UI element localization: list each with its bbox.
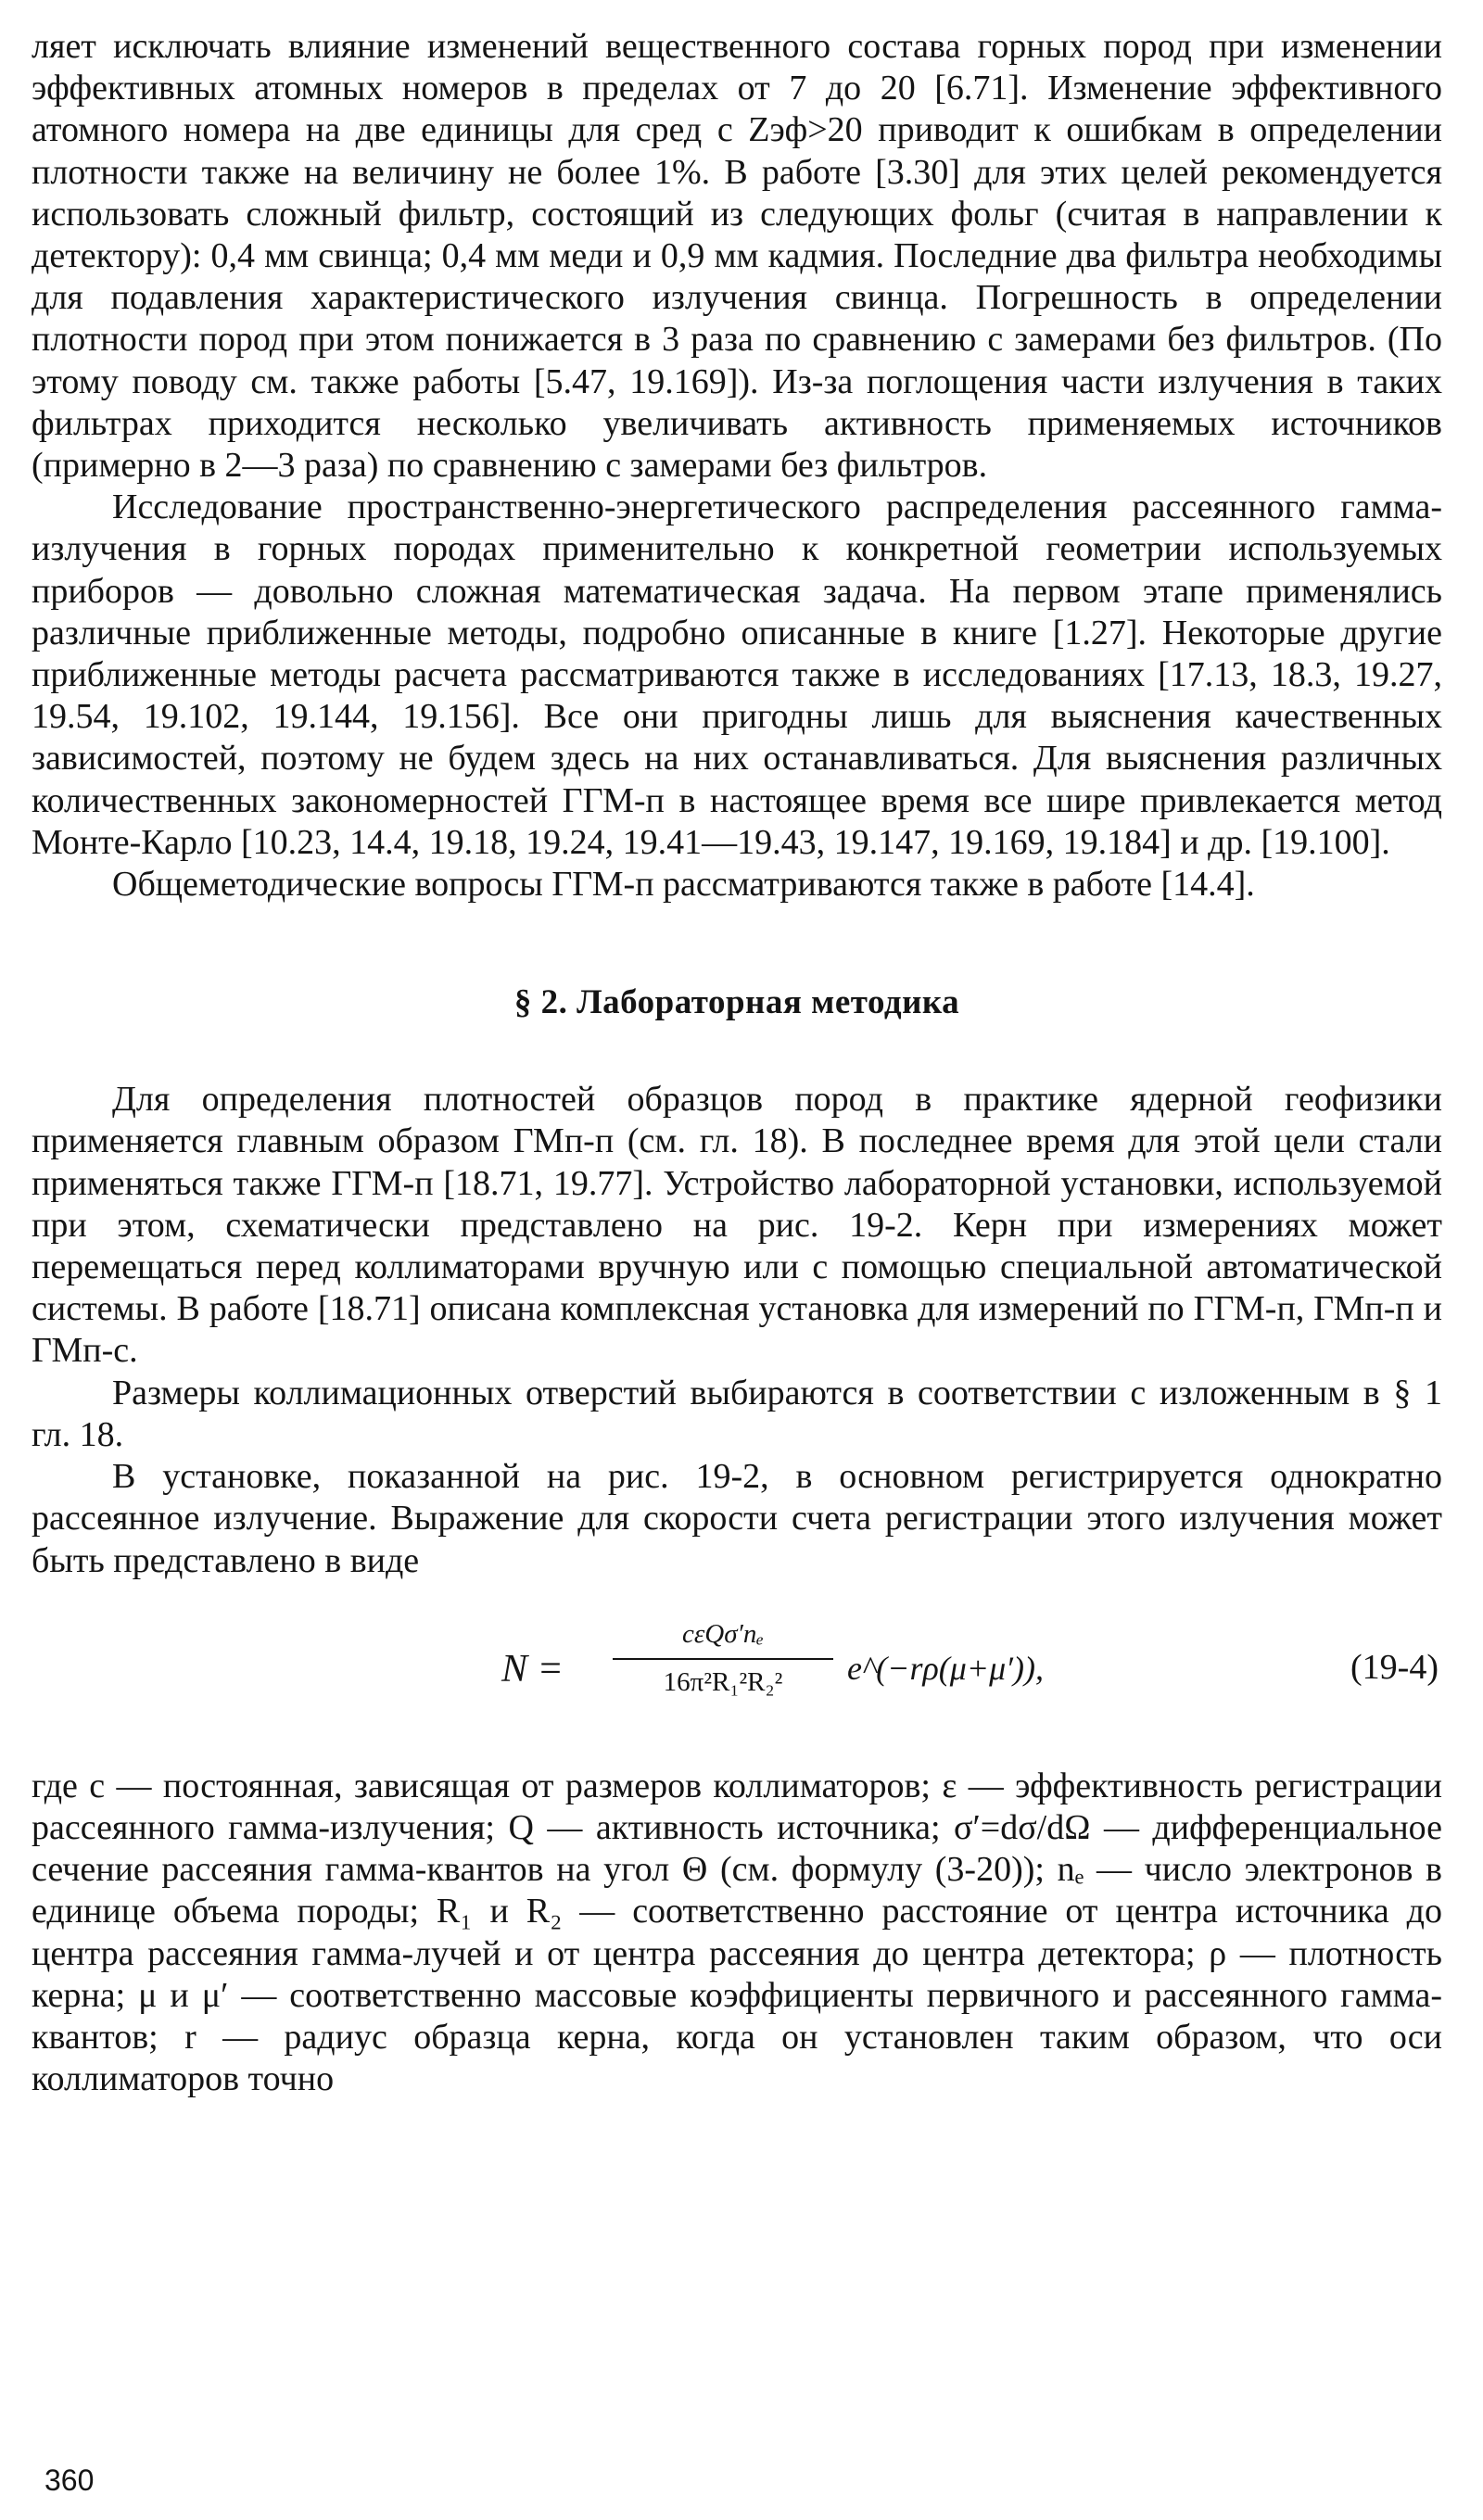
equation-number: (19-4) <box>1350 1647 1439 1687</box>
paragraph-lab-method: Для определения плотностей образцов пород в практике ядерной геофизики применяется главным образом ГМп-п (см. гл. 18). В последнее время для этой цели стали применяться также ГГМ-п [18.71, 19.77]. Устройство лабораторной установки, используемой при этом, схематически представлено на рис. 19-2. Керн при измерениях может перемещаться перед коллиматорами вручную или с помощью специальной автоматической системы. В работе [18.71] описана комплексная установка для измерений по ГГМ-п, ГМп-п и ГМп-с. <box>32 1080 1442 1371</box>
formula-numerator: cεQσ′nₑ <box>682 1618 764 1649</box>
fraction-bar <box>613 1658 833 1660</box>
page-content <box>32 0 1442 2100</box>
paragraph-general-questions: Общеметодические вопросы ГГМ-п рассматриваются также в работе [14.4]. <box>112 865 1255 905</box>
paragraph-filters: ляет исключать влияние изменений вещественного состава горных пород при изменении эффективных атомных номеров в пределах от 7 до 20 [6.71]. Изменение эффективного атомного номера на две единицы для сред с Zэф>20 приводит к ошибкам в определении плотности также на величину не более 1%. В работе [3.30] для этих целей рекомендуется использовать сложный фильтр, состоящий из следующих фольг (считая в направлении к детектору): 0,4 мм свинца; 0,4 мм меди и 0,9 мм кадмия. Последние два фильтра необходимы для подавления характеристического излучения свинца. Погрешность в определении плотности пород при этом понижается в 3 раза по сравнению с замерами без фильтров. (По этому поводу см. также работы [5.47, 19.169]). Из-за поглощения части излучения в таких фильтрах приходится несколько увеличивать активность применяемых источников (примерно в 2—3 раза) по сравнению с замерами без фильтров. <box>32 27 1442 486</box>
formula-denominator: 16π²R₁²R₂² <box>663 1666 783 1697</box>
paragraph-collimator-sizes: Размеры коллимационных отверстий выбираются в соответствии с изложенным в § 1 гл. 18. <box>32 1373 1442 1454</box>
formula-fraction <box>609 1615 837 1701</box>
formula-19-4 <box>32 1614 1442 1725</box>
section-heading: § 2. Лабораторная методика <box>513 983 960 1022</box>
paragraph-count-rate: В установке, показанной на рис. 19-2, в основном регистрируется однократно рассеянное излучение. Выражение для скорости счета регистрации этого излучения может быть представлено в виде <box>32 1457 1442 1580</box>
paragraph-variable-definitions: где c — постоянная, зависящая от размеров коллиматоров; ε — эффективность регистрации рассеянного гамма-излучения; Q — активность источника; σ′=dσ/dΩ — дифференциальное сечение рассеяния гамма-квантов на угол Θ (см. формулу (3-20)); nₑ — число электронов в единице объема породы; R₁ и R₂ — соответственно расстояние от центра источника до центра рассеяния гамма-лучей и от центра рассеяния до центра детектора; ρ — плотность керна; μ и μ′ — соответственно массовые коэффициенты первичного и рассеянного гамма-квантов; r — радиус образца керна, когда он установлен таким образом, что оси коллиматоров точно <box>32 1766 1442 2099</box>
formula-exponential: e^(−rρ(μ+μ′)), <box>847 1649 1045 1687</box>
formula-lhs: N = <box>501 1647 564 1691</box>
page-number: 360 <box>44 2463 95 2497</box>
paragraph-scattering-research: Исследование пространственно-энергетического распределения рассеянного гамма-излучения в горных породах применительно к конкретной геометрии используемых приборов — довольно сложная математическая задача. На первом этапе применялись различные приближенные методы, подробно описанные в книге [1.27]. Некоторые другие приближенные методы расчета рассматриваются также в исследованиях [17.13, 18.3, 19.27, 19.54, 19.102, 19.144, 19.156]. Все они пригодны лишь для выяснения качественных зависимостей, поэтому не будем здесь на них останавливаться. Для выяснения различных количественных закономерностей ГГМ-п в настоящее время все шире привлекается метод Монте-Карло [10.23, 14.4, 19.18, 19.24, 19.41—19.43, 19.147, 19.169, 19.184] и др. [19.100]. <box>32 488 1442 862</box>
